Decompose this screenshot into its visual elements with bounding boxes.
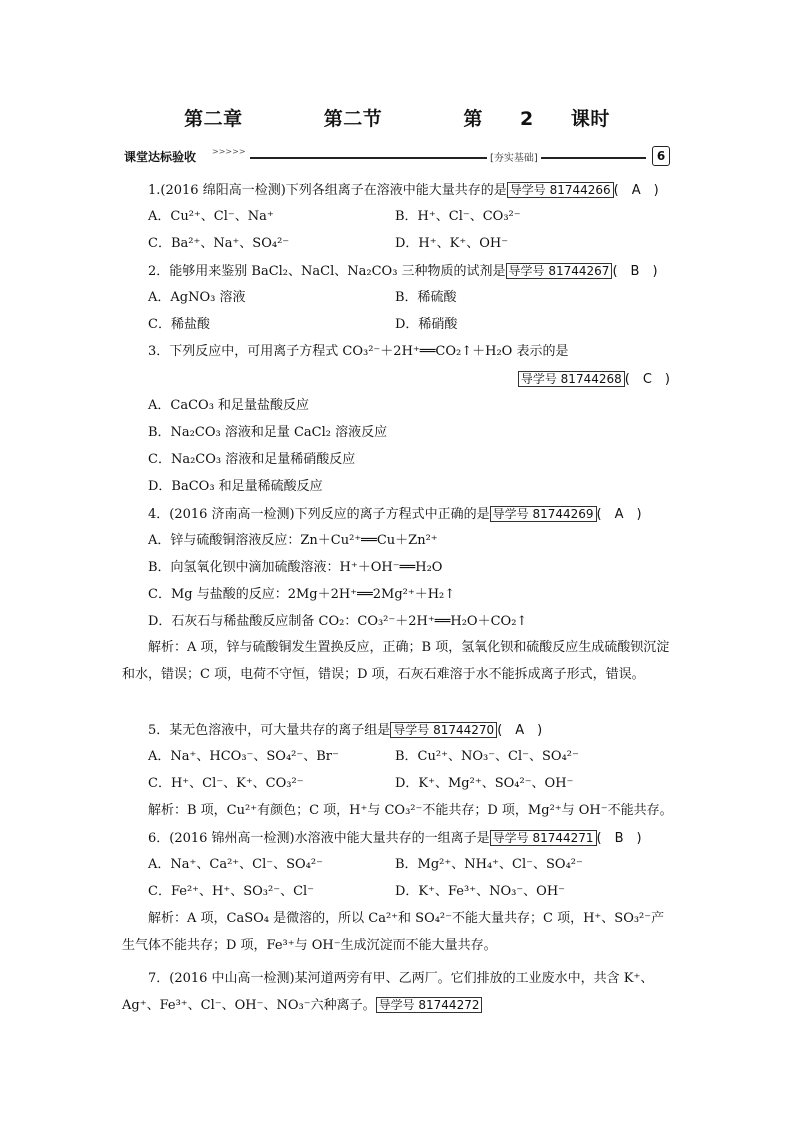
page-number-badge: 6 (652, 146, 670, 166)
option: B．向氢氧化钡中滴加硫酸溶液：H⁺＋OH⁻══H₂O (148, 560, 443, 575)
option: B．Na₂CO₃ 溶液和足量 CaCl₂ 溶液反应 (148, 425, 388, 440)
arrows-decoration: >>>>> (212, 147, 246, 156)
option: B．稀硫酸 (395, 290, 457, 305)
option: D．H⁺、K⁺、OH⁻ (395, 236, 509, 251)
question-7-stem: 7．(2016 中山高一检测)某河道两旁有甲、乙两厂。它们排放的工业废水中，共含 K⁺、Ag⁺、Fe³⁺、Cl⁻、OH⁻、NO₃⁻六种离子。 导学号 81744272 (122, 971, 654, 1013)
chapter-title: 第二章 (184, 108, 243, 130)
guide-number: 导学号 81744269 (490, 506, 597, 522)
question-6-explanation: 解析：A 项，CaSO₄ 是微溶的，所以 Ca²⁺和 SO₄²⁻不能大量共存；C 项，H⁺、SO₃²⁻产生气体不能共存；D 项，Fe³⁺与 OH⁻生成沉淀而不能大量共存。 (122, 911, 665, 953)
guide-number: 导学号 81744266 (507, 182, 614, 198)
answer: ( A ) (613, 183, 659, 198)
answer: ( B ) (612, 264, 658, 279)
section-title: 第二节 (323, 108, 383, 130)
question-3-stem: 3．下列反应中，可用离子方程式 CO₃²⁻＋2H⁺══CO₂↑＋H₂O 表示的是 (148, 344, 569, 359)
option: C．H⁺、Cl⁻、K⁺、CO₃²⁻ (148, 776, 304, 791)
page-title (0, 104, 794, 131)
question-4-explanation: 解析：A 项，锌与硫酸铜发生置换反应，正确；B 项，氢氧化钡和硫酸反应生成硫酸钡沉淀和水，错误；C 项，电荷不守恒，错误；D 项，石灰石难溶于水不能拆成离子形式，错误。 (122, 640, 670, 682)
option: C．稀盐酸 (148, 317, 210, 332)
option: A．AgNO₃ 溶液 (148, 290, 246, 305)
option: A．Na⁺、Ca²⁺、Cl⁻、SO₄²⁻ (148, 857, 323, 872)
guide-number: 导学号 81744272 (376, 997, 483, 1013)
guide-number: 导学号 81744268 (518, 371, 625, 387)
section-label: 课堂达标验收 (124, 150, 197, 164)
option: D．K⁺、Mg²⁺、SO₄²⁻、OH⁻ (395, 776, 574, 791)
option: A．Cu²⁺、Cl⁻、Na⁺ (148, 209, 274, 224)
option: D．石灰石与稀盐酸反应制备 CO₂：CO₃²⁻＋2H⁺══H₂O＋CO₂↑ (148, 614, 528, 629)
question-1-stem: 1.(2016 绵阳高一检测)下列各组离子在溶液中能大量共存的是 导学号 81744266 ( A ) (148, 183, 659, 198)
question-6-stem: 6．(2016 锦州高一检测)水溶液中能大量共存的一组离子是 导学号 81744271 ( B ) (148, 831, 642, 846)
option: D．稀硝酸 (395, 317, 458, 332)
option: A．Na⁺、HCO₃⁻、SO₄²⁻、Br⁻ (148, 749, 339, 764)
option: D．BaCO₃ 和足量稀硫酸反应 (148, 479, 323, 494)
answer: ( C ) (624, 372, 670, 387)
question-5-stem: 5．某无色溶液中，可大量共存的离子组是 导学号 81744270 ( A ) (148, 723, 543, 738)
question-5-explanation: 解析：B 项，Cu²⁺有颜色；C 项，H⁺与 CO₃²⁻不能共存；D 项，Mg²⁺与 OH⁻不能共存。 (148, 803, 673, 818)
section-header-bar (122, 146, 674, 168)
option: C．Fe²⁺、H⁺、SO₃²⁻、Cl⁻ (148, 884, 315, 899)
section-tag: [夯实基础] (487, 149, 541, 164)
guide-number: 导学号 81744267 (506, 263, 613, 279)
lesson-title: 第 2 课时 (463, 108, 610, 130)
question-4-stem: 4．(2016 济南高一检测)下列反应的离子方程式中正确的是 导学号 81744269 ( A ) (148, 507, 642, 522)
option: D．K⁺、Fe³⁺、NO₃⁻、OH⁻ (395, 884, 566, 899)
option: B．Mg²⁺、NH₄⁺、Cl⁻、SO₄²⁻ (395, 857, 583, 872)
answer: ( B ) (596, 831, 642, 846)
answer: ( A ) (497, 723, 543, 738)
option: C．Na₂CO₃ 溶液和足量稀硝酸反应 (148, 452, 356, 467)
guide-number: 导学号 81744270 (390, 722, 497, 738)
answer: ( A ) (596, 507, 642, 522)
option: A．锌与硫酸铜溶液反应：Zn＋Cu²⁺══Cu＋Zn²⁺ (148, 533, 438, 548)
question-3-guide-line (518, 371, 670, 388)
question-2-stem: 2．能够用来鉴别 BaCl₂、NaCl、Na₂CO₃ 三种物质的试剂是 导学号 81744267 ( B ) (148, 264, 658, 279)
option: A．CaCO₃ 和足量盐酸反应 (148, 398, 310, 413)
option: B．Cu²⁺、NO₃⁻、Cl⁻、SO₄²⁻ (395, 749, 579, 764)
header-rule (250, 157, 646, 159)
guide-number: 导学号 81744271 (490, 830, 597, 846)
option: C．Mg 与盐酸的反应：2Mg＋2H⁺══2Mg²⁺＋H₂↑ (148, 587, 456, 602)
option: B．H⁺、Cl⁻、CO₃²⁻ (395, 209, 521, 224)
option: C．Ba²⁺、Na⁺、SO₄²⁻ (148, 236, 290, 251)
